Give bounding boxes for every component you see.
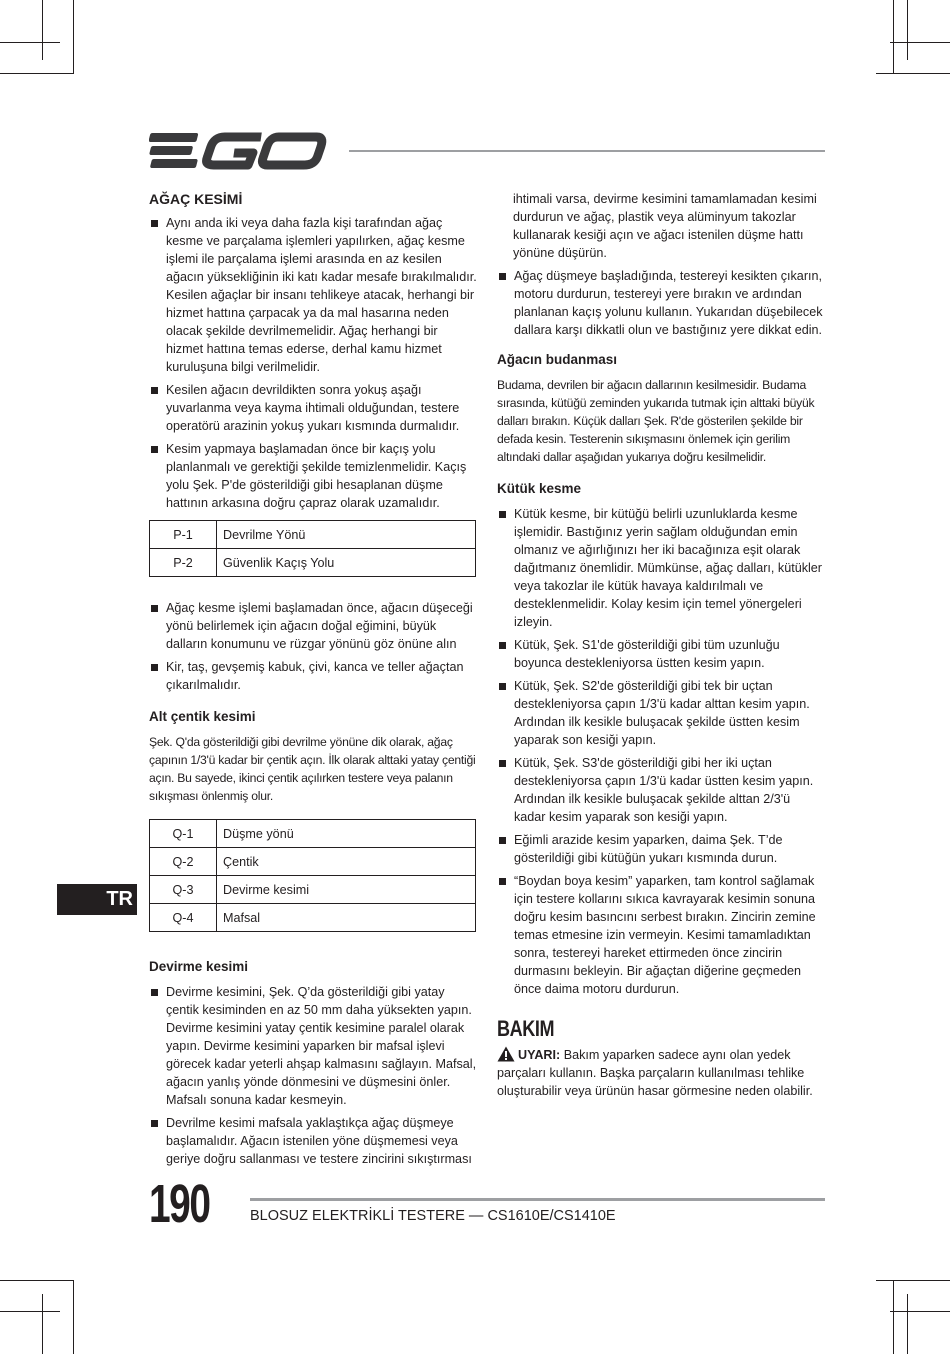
devirme-bullet-list bbox=[149, 983, 477, 1168]
table-value: Devrilme Yönü bbox=[217, 521, 476, 549]
table-row bbox=[150, 848, 476, 876]
list-item: Kesim yapmaya başlamadan önce bir kaçış yolu planlanmalı ve gerektiği şekilde temizlenmelidir. Kaçış yolu Şek. P'de gösterildiği gibi hesaplanan düşme hattının arkasına doğru çapraz olarak uzamalıdır. bbox=[149, 440, 477, 512]
list-item: Kütük, Şek. S2'de gösterildiği gibi tek bir uçtan destekleniyorsa çapın 1/3'ü kadar alttan kesim yapın. Ardından ilk kesikle buluşacak şekilde üstten kesim yaparak son kesiği yapın. bbox=[497, 677, 825, 749]
list-item: “Boydan boya kesim” yaparken, tam kontrol sağlamak için testere kollarını sıkıca kavrayarak kesimin sonuna doğru kesim basıncını serbest bırakın. Zincirin zemine temas etmesine izin vermeyin. Kesimi tamamladıktan sonra, testereyi hareket ettirmeden önce zincirin durmasını bekleyin. Bir ağaçtan diğerine geçmeden önce daima motoru durdurun. bbox=[497, 872, 825, 998]
budama-text: Budama, devrilen bir ağacın dallarının kesilmesidir. Budama sırasında, kütüğü zeminden yukarıda tutmak için alttaki büyük dalları bırakın. Küçük dalları Şek. R'de gösterilen şekilde bir defada kesin. Testerenin sıkışmasını önlemek için gerilim altındaki dallar aşağıdan yukarıya doğru kesilmelidir. bbox=[497, 378, 815, 464]
warning-block bbox=[497, 1046, 825, 1100]
crop-mark bbox=[876, 73, 950, 74]
table-value: Mafsal bbox=[217, 904, 476, 932]
table-row bbox=[150, 820, 476, 848]
list-item: Eğimli arazide kesim yaparken, daima Şek. T’de gösterildiği gibi kütüğün yukarı kısmında durun. bbox=[497, 831, 825, 867]
crop-mark bbox=[0, 42, 60, 43]
right-bullet-list bbox=[497, 267, 825, 339]
list-item: Devrilme kesimi mafsala yaklaştıkça ağaç düşmeye başlamalıdır. Ağacın istenilen yöne düşmemesi veya geriye doğru sallanması ve testere zincirini sıkıştırması bbox=[149, 1114, 477, 1168]
crop-mark bbox=[890, 1311, 950, 1312]
section-heading: AĞAÇ KESİMİ bbox=[149, 191, 243, 207]
kutuk-heading: Kütük kesme bbox=[497, 481, 582, 496]
table-key: Q-3 bbox=[150, 876, 217, 904]
table-row bbox=[150, 904, 476, 932]
alt-centik-text: Şek. Q'da gösterildiği gibi devrilme yönüne dik olarak, ağaç çapının 1/3'ü kadar bir çentik açın. İlk olarak alttaki yatay çentiği açın. Bu sayede, ikinci çentik açılırken testere veya palanın sıkışması önlenmiş olur. bbox=[149, 735, 476, 803]
left-column bbox=[149, 190, 477, 1173]
table-value: Çentik bbox=[217, 848, 476, 876]
intro-bullet-list bbox=[149, 214, 477, 512]
list-item: Ağaç kesme işlemi başlamadan önce, ağacın düşeceği yönü belirlemek için ağacın doğal eğimini, büyük dalların konumunu ve rüzgar yönünü göz önüne alın bbox=[149, 599, 477, 653]
crop-mark bbox=[876, 1280, 950, 1281]
warning-icon bbox=[497, 1046, 515, 1062]
crop-mark bbox=[907, 1294, 908, 1354]
table-key: P-1 bbox=[150, 521, 217, 549]
crop-mark bbox=[73, 0, 74, 74]
table-key: P-2 bbox=[150, 549, 217, 577]
bakim-heading: BAKIM bbox=[497, 1016, 555, 1041]
crop-mark bbox=[907, 0, 908, 60]
alt-centik-heading: Alt çentik kesimi bbox=[149, 709, 256, 724]
table-row bbox=[150, 549, 476, 577]
crop-mark bbox=[893, 1280, 894, 1354]
list-item: Kesilen ağacın devrildikten sonra yokuş aşağı yuvarlanma veya kayma ihtimali olduğundan, testere operatörü arazinin yokuş yukarı kısmında durmalıdır. bbox=[149, 381, 477, 435]
list-item: Ağaç düşmeye başladığında, testereyi kesikten çıkarın, motoru durdurun, testereyi yere bırakın ve ardından planlanan kaçış yolunu kullanın. Yukarıdan düşebilecek dallara karşı dikkatli olun ve bastığınız yere dikkat edin. bbox=[497, 267, 825, 339]
kutuk-bullet-list bbox=[497, 505, 825, 998]
header-rule bbox=[349, 150, 825, 152]
footer-title: BLOSUZ ELEKTRİKLİ TESTERE — CS1610E/CS1410E bbox=[250, 1208, 616, 1224]
warning-label: UYARI: bbox=[518, 1048, 561, 1062]
table-q bbox=[149, 819, 476, 932]
budama-heading: Ağacın budanması bbox=[497, 352, 618, 367]
crop-mark bbox=[73, 1280, 74, 1354]
list-item: Kütük, Şek. S1'de gösterildiği gibi tüm uzunluğu boyunca destekleniyorsa üstten kesim yapın. bbox=[497, 636, 825, 672]
devirme-heading: Devirme kesimi bbox=[149, 959, 249, 974]
list-item: Kir, taş, gevşemiş kabuk, çivi, kanca ve teller ağaçtan çıkarılmalıdır. bbox=[149, 658, 477, 694]
table-row bbox=[150, 876, 476, 904]
list-item: Devirme kesimini, Şek. Q’da gösterildiği gibi yatay çentik kesiminden en az 50 mm daha yüksekten yapın. Devirme kesimini yatay çentik kesimine paralel olarak yapın. Devirme kesimini yaparken bir mafsal işlevi görecek kadar yeterli ahşap kalmasını sağlayın. Mafsal, ağacın yanlış yönde dönmesini ve düşmesini önler. Mafsalı sonuna kadar kesmeyin. bbox=[149, 983, 477, 1109]
footer-rule bbox=[250, 1198, 825, 1201]
after-p-bullet-list bbox=[149, 599, 477, 694]
table-value: Düşme yönü bbox=[217, 820, 476, 848]
right-column bbox=[497, 190, 825, 1100]
list-item: Kütük, Şek. S3'de gösterildiği gibi her iki uçtan destekleniyorsa çapın 1/3'ü kadar üstten kesim yapın. Ardından ilk kesikle buluşacak şekilde alttan 2/3'ü kadar kesim yaparak son kesiği yapın. bbox=[497, 754, 825, 826]
language-tab: TR bbox=[57, 884, 137, 915]
crop-mark bbox=[0, 73, 74, 74]
crop-mark bbox=[42, 1294, 43, 1354]
warning-text: Bakım yaparken sadece aynı olan yedek parçaları kullanın. Başka parçaların kullanılması tehlike oluşturabilir veya ürünün hasar görmesine neden olabilir. bbox=[497, 1048, 813, 1098]
list-item: Kütük kesme, bir kütüğü belirli uzunluklarda kesme işlemidir. Bastığınız yerin sağlam olduğundan emin olmanız ve ağırlığınızı her iki bacağınıza eşit olarak dağıtmanız önemlidir. Mümkünse, ağaç dalları, kütükler veya takozlar ile kütük havaya kaldırılmalı ve desteklenmelidir. Kolay kesim için temel yönergeleri izleyin. bbox=[497, 505, 825, 631]
table-value: Devirme kesimi bbox=[217, 876, 476, 904]
page-number: 190 bbox=[149, 1174, 210, 1234]
crop-mark bbox=[42, 0, 43, 60]
table-value: Güvenlik Kaçış Yolu bbox=[217, 549, 476, 577]
table-key: Q-1 bbox=[150, 820, 217, 848]
table-key: Q-4 bbox=[150, 904, 217, 932]
table-key: Q-2 bbox=[150, 848, 217, 876]
crop-mark bbox=[0, 1311, 60, 1312]
crop-mark bbox=[0, 1280, 74, 1281]
table-p bbox=[149, 520, 476, 577]
table-row bbox=[150, 521, 476, 549]
ego-logo bbox=[149, 131, 331, 171]
list-item: Aynı anda iki veya daha fazla kişi tarafından ağaç kesme ve parçalama işlemleri yapılırken, ağaç kesme işlemi ile parçalama işlemi arasında en az kesilen ağacın yüksekliğinin iki katı kadar mesafe bırakılmalıdır. Kesilen ağaçlar bir insanı tehlikeye atacak, herhangi bir hizmet hattına çarpacak ya da mal hasarına neden olacak şekilde devrilmemelidir. Ağaç herhangi bir hizmet hattına temas ederse, derhal kamu hizmet kuruluşuna bilgi verilmelidir. bbox=[149, 214, 477, 376]
crop-mark bbox=[893, 0, 894, 74]
continued-text: ihtimali varsa, devirme kesimini tamamlamadan kesimi durdurun ve ağaç, plastik veya alüminyum takozlar kullanarak kesiği açın ve ağacı istenilen düşme hattı yönüne düşürün. bbox=[513, 192, 817, 260]
crop-mark bbox=[890, 42, 950, 43]
